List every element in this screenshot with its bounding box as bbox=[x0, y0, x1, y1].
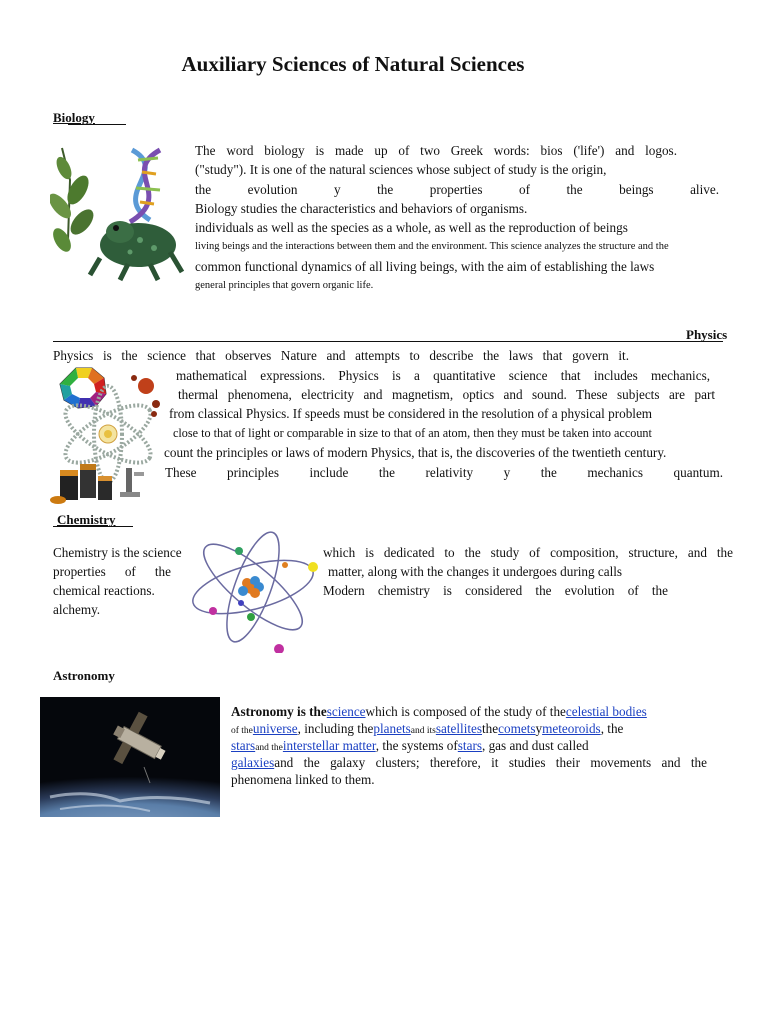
biology-line-1: The word biology is made up of two Greek words: bios ('life') and logos. bbox=[195, 143, 677, 158]
chemistry-atom-illustration bbox=[185, 525, 320, 653]
astronomy-text: and the bbox=[255, 743, 283, 753]
astronomy-text: y bbox=[535, 721, 543, 736]
link-comets[interactable]: comets bbox=[498, 721, 536, 736]
batteries bbox=[50, 464, 112, 504]
astronomy-text: of the bbox=[231, 726, 253, 736]
astronomy-text: , the systems of bbox=[375, 738, 458, 753]
physics-line-6: count the principles or laws of modern Physics, that is, the discoveries of the twentieth century. bbox=[164, 445, 667, 460]
link-galaxies[interactable]: galaxies bbox=[231, 755, 275, 770]
astronomy-heading: Astronomy bbox=[53, 668, 115, 683]
link-science[interactable]: science bbox=[326, 704, 366, 719]
biology-line-5: individuals as well as the species as a whole, as well as the reproduction of beings bbox=[195, 220, 628, 235]
chemistry-right-line-1: which is dedicated to the study of composition, structure, and the bbox=[323, 545, 733, 560]
astronomy-bold-intro: Astronomy is the bbox=[231, 704, 327, 719]
physics-heading: Physics bbox=[686, 327, 728, 342]
link-interstellar-matter[interactable]: interstellar matter bbox=[282, 738, 376, 753]
physics-rule bbox=[53, 341, 723, 342]
biology-line-7: common functional dynamics of all living beings, with the aim of establishing the laws bbox=[195, 259, 655, 274]
physics-line-1: Physics is the science that observes Nature and attempts to describe the laws that govern it. bbox=[53, 348, 629, 363]
link-satellites[interactable]: satellites bbox=[435, 721, 483, 736]
astronomy-text: , including the bbox=[297, 721, 374, 736]
lab-instrument bbox=[120, 468, 144, 497]
plant-leaves bbox=[50, 148, 98, 255]
astronomy-text: the bbox=[482, 721, 499, 736]
biology-line-8: general principles that govern organic life. bbox=[195, 280, 374, 291]
chemistry-left-line-4: alchemy. bbox=[53, 602, 101, 617]
biology-illustration bbox=[50, 140, 188, 282]
link-universe[interactable]: universe bbox=[252, 721, 298, 736]
biology-line-6: living beings and the interactions between them and the environment. This science analyzes the structure and the bbox=[195, 241, 669, 252]
chemistry-heading: Chemistry bbox=[57, 512, 116, 527]
frog bbox=[90, 221, 182, 280]
biology-line-4: Biology studies the characteristics and behaviors of organisms. bbox=[195, 201, 528, 216]
biology-heading: Biology bbox=[53, 110, 95, 125]
link-celestial-bodies[interactable]: celestial bodies bbox=[565, 704, 647, 719]
atom-model bbox=[57, 375, 160, 482]
chemistry-heading-underline bbox=[53, 512, 133, 527]
link-stars-2[interactable]: stars bbox=[457, 738, 482, 753]
physics-line-2: mathematical expressions. Physics is a quantitative science that includes mechanics, bbox=[176, 368, 710, 383]
physics-line-7: These principles include the relativity y the mechanics quantum. bbox=[165, 465, 723, 480]
astronomy-text: and its bbox=[410, 726, 436, 736]
nucleus bbox=[238, 576, 264, 598]
astronomy-line-5: phenomena linked to them. bbox=[231, 772, 375, 787]
biology-heading-underline bbox=[68, 110, 126, 125]
link-stars[interactable]: stars bbox=[231, 738, 256, 753]
physics-illustration bbox=[48, 366, 166, 506]
chemistry-right-line-2: matter, along with the changes it undergoes during calls bbox=[328, 564, 623, 579]
physics-line-3: thermal phenomena, electricity and magnetism, optics and sound. These subjects are part bbox=[178, 387, 715, 402]
physics-line-4: from classical Physics. If speeds must be considered in the resolution of a physical problem bbox=[169, 406, 653, 421]
chemistry-right-line-3: Modern chemistry is considered the evolution of the bbox=[323, 583, 668, 598]
biology-line-3: the evolution y the properties of the beings alive. bbox=[195, 182, 719, 197]
dna-helix bbox=[130, 150, 160, 222]
chemistry-left-line-3: chemical reactions. bbox=[53, 583, 155, 598]
astronomy-text: and the galaxy clusters; therefore, it studies their movements and the bbox=[274, 755, 707, 770]
chemistry-left-line-1: Chemistry is the science bbox=[53, 545, 182, 560]
astronomy-text: which is composed of the study of the bbox=[365, 704, 566, 719]
hubble-space-telescope-photo bbox=[40, 697, 220, 817]
chemistry-left-line-2: properties of the bbox=[53, 564, 171, 579]
physics-line-5: close to that of light or comparable in size to that of an atom, then they must be taken into account bbox=[173, 426, 652, 440]
astronomy-text: , gas and dust called bbox=[481, 738, 589, 753]
link-planets[interactable]: planets bbox=[373, 721, 411, 736]
page-title: Auxiliary Sciences of Natural Sciences bbox=[181, 52, 525, 76]
biology-line-2: ("study"). It is one of the natural sciences whose subject of study is the origin, bbox=[195, 162, 607, 177]
link-meteoroids[interactable]: meteoroids bbox=[542, 721, 601, 736]
astronomy-text: , the bbox=[600, 721, 624, 736]
